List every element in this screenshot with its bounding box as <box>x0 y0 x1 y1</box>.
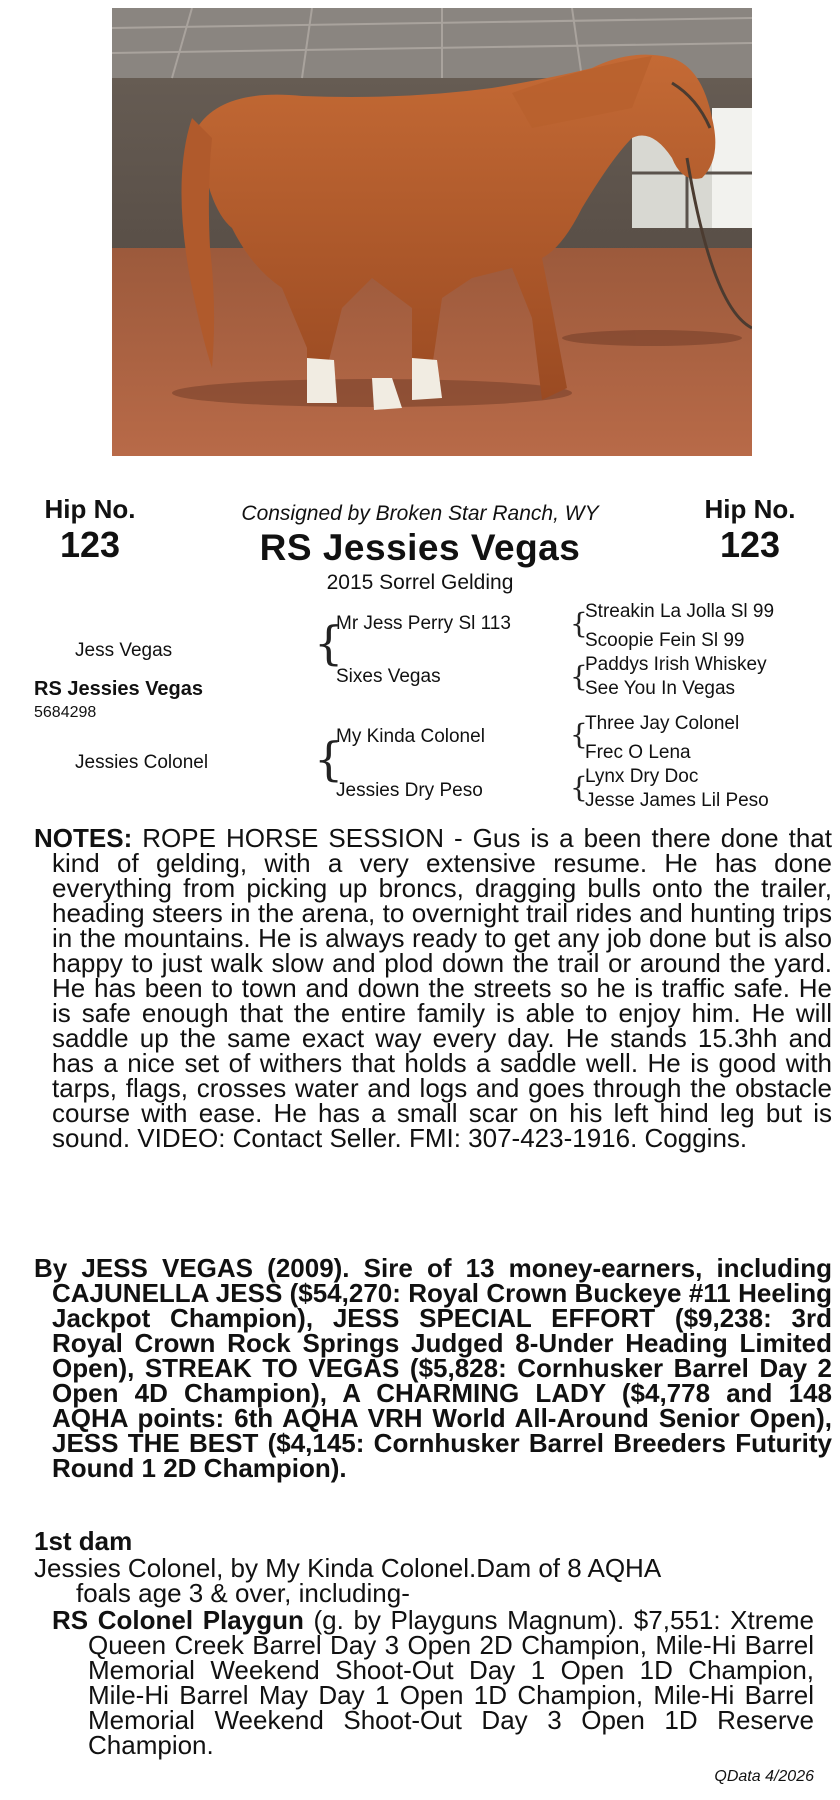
notes-label: NOTES: <box>34 823 133 853</box>
hip-number: 123 <box>719 524 781 565</box>
pedigree-dam-dam: Jessies Dry Peso <box>336 780 483 801</box>
pedigree-sire-sire: Mr Jess Perry Sl 113 <box>336 613 511 634</box>
hip-number: 123 <box>59 524 121 565</box>
horse-name: RS Jessies Vegas <box>259 527 581 568</box>
registration-number: 5684298 <box>34 704 97 721</box>
sire-record: By JESS VEGAS (2009). Sire of 13 money-earners, including CAJUNELLA JESS ($54,270: Royal Crown Buckeye #11 Heeling Jackpot Champion), JESS SPECIAL EFFORT ($9,238: 3rd Royal Crown Rock Springs Judged 8-Under Heading Limited Open), STREAK TO VEGAS ($5,828: Cornhusker Barrel Day 2 Open 4D Champion), A CHARMING LADY ($4,778 and 148 AQHA points: 6th AQHA VRH World All-Around Senior Open), JESS THE BEST ($4,145: Cornhusker Barrel Breeders Futurity Round 1 2D Champion). <box>34 1253 832 1483</box>
pedigree-dam-sire: My Kinda Colonel <box>336 726 485 747</box>
brace-icon: { <box>570 607 588 640</box>
pedigree-sd-sire: Paddys Irish Whiskey <box>585 654 767 675</box>
first-dam-heading: 1st dam <box>34 1526 133 1556</box>
notes-text: ROPE HORSE SESSION - Gus is a been there done that kind of gelding, with a very extensive resume. He has done everything from picking up broncs, dragging bulls onto the trailer, heading steers in the arena, to overnight trail rides and hunting trips in the mountains. He is always ready to get any job done but is also happy to just walk slow and plod down the trail or around the yard. He has been to town and down the streets so he is traffic safe. He is safe enough that the entire family is able to enjoy him. He will saddle up the same exact way every day. He stands 15.3hh and has a nice set of withers that holds a saddle well. He is good with tarps, flags, crosses water and logs and goes through the obstacle course with ease. He has a small scar on his left hind leg but is sound. VIDEO: Contact Seller. FMI: 307-423-1916. Coggins. <box>52 823 832 1153</box>
first-dam-line: Jessies Colonel, by My Kinda Colonel.Dam of 8 AQHA <box>34 1553 662 1583</box>
pedigree-dd-sire: Lynx Dry Doc <box>585 766 699 787</box>
brace-icon: { <box>314 616 344 670</box>
pedigree-dam: Jessies Colonel <box>75 752 209 773</box>
brace-icon: { <box>314 732 344 786</box>
hip-block-right <box>680 494 820 566</box>
pedigree-sd-dam: See You In Vegas <box>585 678 736 699</box>
produce-name: RS Colonel Playgun <box>52 1605 304 1635</box>
pedigree-ds-dam: Frec O Lena <box>585 742 691 763</box>
hip-label: Hip No. <box>704 494 796 524</box>
pedigree-ss-dam: Scoopie Fein Sl 99 <box>585 630 745 651</box>
brace-icon: { <box>570 771 588 804</box>
horse-description: 2015 Sorrel Gelding <box>326 571 514 594</box>
hip-block-left <box>20 494 160 566</box>
footer-credit: QData 4/2026 <box>714 1768 814 1785</box>
pedigree-dd-dam: Jesse James Lil Peso <box>585 790 769 811</box>
hip-label: Hip No. <box>44 494 136 524</box>
pedigree-sire: Jess Vegas <box>75 640 173 661</box>
pedigree-ss-sire: Streakin La Jolla Sl 99 <box>585 601 775 622</box>
pedigree-ds-sire: Three Jay Colonel <box>585 713 740 734</box>
produce-record <box>52 1605 814 1760</box>
first-dam-line: foals age 3 & over, including- <box>76 1578 410 1608</box>
produce-text: (g. by Playguns Magnum). $7,551: Xtreme Queen Creek Barrel Day 3 Open 2D Champion, Mile-Hi Barrel Memorial Weekend Shoot-Out Day 1 Open 1D Champion, Mile-Hi Barrel May Day 1 Open 1D Champion, Mile-Hi Barrel Memorial Weekend Shoot-Out Day 3 Open 1D Reserve Champion. <box>88 1605 814 1760</box>
horse-photo <box>112 8 752 456</box>
pedigree-sire-dam: Sixes Vegas <box>336 666 441 687</box>
pedigree-subject: RS Jessies Vegas <box>34 678 204 700</box>
brace-icon: { <box>570 718 588 751</box>
notes-paragraph <box>34 823 832 1153</box>
brace-icon: { <box>570 660 588 693</box>
consignor-line: Consigned by Broken Star Ranch, WY <box>241 502 599 525</box>
